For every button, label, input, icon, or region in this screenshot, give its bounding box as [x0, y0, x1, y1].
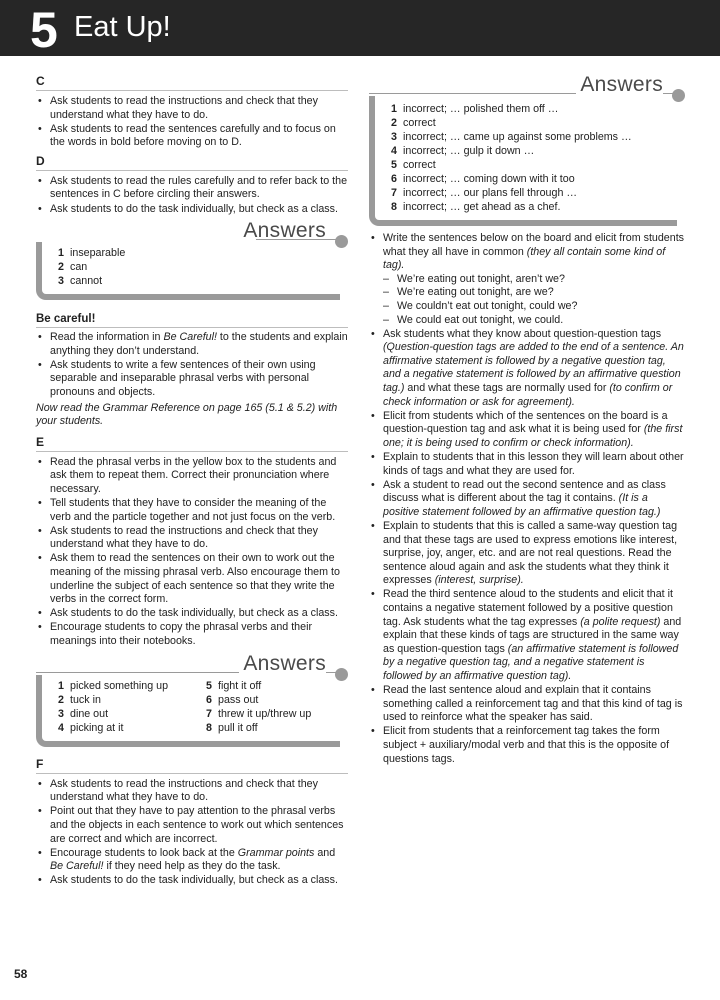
list-item: • Ask students to do the task individually, but check as a class. — [36, 203, 348, 217]
list-item: • Ask students to read the rules carefully and to refer back to the sentences in C before circling their answers. — [36, 175, 348, 202]
list-item: • Ask students to do the task individually, but check as a class. — [36, 874, 348, 888]
answer-item: 2 tuck in — [58, 693, 101, 706]
list-item: • Ask students to read the sentences carefully and to focus on the words in bold before moving on to D. — [36, 123, 348, 150]
list-item: • Tell students that they have to consider the meaning of the verb and the particle together and not just focus on the verb. — [36, 497, 348, 524]
section-f — [36, 757, 348, 888]
list-item: • Read the last sentence aloud and explain that it contains something called a reinforcement tag and that this kind of tag is used to reinforce what the speaker has said. — [369, 684, 685, 725]
answers-list — [36, 242, 340, 300]
answers-dot-icon — [335, 668, 348, 681]
answer-item: 1 picked something up — [58, 679, 169, 692]
answers-dot-icon — [335, 235, 348, 248]
list-item: • Point out that they have to pay attention to the phrasal verbs and the objects in each sentence to work out which sentences are correct and which are incorrect. — [36, 805, 348, 846]
section-c-heading: C — [36, 74, 348, 91]
left-column — [36, 74, 348, 888]
answers-box-3 — [369, 74, 685, 226]
answers-title: Answers — [239, 653, 326, 675]
tags-lesson-list — [369, 232, 685, 766]
right-column — [369, 74, 685, 767]
list-item: • Ask students to read the instructions and check that they understand what they have to do. — [36, 778, 348, 805]
section-d-heading: D — [36, 154, 348, 171]
chapter-header — [0, 0, 720, 56]
section-e — [36, 435, 348, 649]
section-c — [36, 74, 348, 150]
section-d-list — [36, 175, 348, 216]
answer-item: 3 incorrect; … came up against some problems … — [391, 131, 632, 143]
answer-item: 5 correct — [391, 159, 436, 171]
section-d — [36, 154, 348, 216]
grammar-reference-note: Now read the Grammar Reference on page 165 (5.1 & 5.2) with your students. — [36, 401, 338, 428]
section-c-list — [36, 95, 348, 150]
answer-item: 6 pass out — [206, 693, 259, 706]
answers-box-2 — [36, 653, 348, 747]
chapter-number: 5 — [30, 2, 56, 58]
answer-item: 4 picking at it — [58, 721, 124, 734]
answers-title: Answers — [243, 219, 326, 243]
answers-list — [36, 675, 340, 747]
list-item: • Ask students to do the task individually, but check as a class. — [36, 607, 348, 621]
page-number: 58 — [14, 967, 28, 981]
list-item: • Ask students what they know about question-question tags (Question-question tags are added to the end of a sentence. An affirmative statement is followed by a negative question tag, and a negative statement is followed by an affirmative question tag.) and what these tags are normally used for (to confirm or check information or ask for agreement). — [369, 328, 685, 410]
section-e-heading: E — [36, 435, 348, 452]
list-item: • Encourage students to look back at the Grammar points and Be Careful! if they need help as they do the task. — [36, 847, 348, 874]
answer-item: 3 dine out — [58, 707, 109, 720]
answers-box-1 — [36, 220, 348, 300]
list-item: • Explain to students that in this lesson they will learn about other kinds of tags and what they are used for. — [369, 451, 685, 478]
answers-dot-icon — [672, 89, 685, 102]
answer-item: 2 can — [58, 261, 88, 274]
answer-item: 8 incorrect; … get ahead as a chef. — [391, 201, 561, 213]
answer-item: 4 incorrect; … gulp it down … — [391, 145, 535, 157]
list-item: • Read the phrasal verbs in the yellow box to the students and ask them to repeat them. Correct their pronunciation where necessary. — [36, 456, 348, 497]
answers-list — [369, 96, 677, 226]
answer-item: 8 pull it off — [206, 721, 258, 734]
list-item: • Read the information in Be Careful! to the students and explain anything they don’t understand. — [36, 331, 348, 358]
answers-title: Answers — [576, 74, 663, 96]
example-sentence: – We could eat out tonight, we could. — [383, 314, 685, 328]
list-item: • Ask students to read the instructions and check that they understand what they have to do. — [36, 95, 348, 122]
list-item: • Ask students to read the instructions and check that they understand what they have to do. — [36, 525, 348, 552]
be-careful-heading: Be careful! — [36, 312, 348, 328]
answer-item: 6 incorrect; … coming down with it too — [391, 173, 575, 185]
list-item: • Elicit from students which of the sentences on the board is a question-question tag and ask what it is being used for (the first one; it is being used to confirm or check information). — [369, 410, 685, 451]
answer-item: 7 threw it up/threw up — [206, 707, 312, 720]
list-item: • Encourage students to copy the phrasal verbs and their meanings into their notebooks. — [36, 621, 348, 648]
section-be-careful — [36, 312, 348, 429]
example-sentence: – We’re eating out tonight, aren’t we? — [383, 273, 685, 287]
list-item: • Write the sentences below on the board and elicit from students what they all have in common (they all contain some kind of tag). – We’re eating out tonight, aren’t we? – We’re eating out tonight, are we? – We couldn’t eat out tonight, could we? – We could eat out tonight, we could. — [369, 232, 685, 327]
answer-item: 7 incorrect; … our plans fell through … — [391, 187, 578, 199]
list-item: • Ask a student to read out the second sentence and as class discuss what is different about the tag it contains. (It is a positive statement followed by an affirmative question tag.) — [369, 479, 685, 520]
list-item: • Elicit from students that a reinforcement tag takes the form subject + auxiliary/modal verb and that this is the opposite of questions tags. — [369, 725, 685, 766]
chapter-title: Eat Up! — [74, 11, 171, 43]
list-item: • Ask students to write a few sentences of their own using separable and inseparable phrasal verbs with personal pronouns and objects. — [36, 359, 348, 400]
list-item: • Explain to students that this is called a same-way question tag and that these tags are used to express emotions like interest, surprise, joy, anger, etc. and are not real questions. Read the sentence aloud again and ask the students what they think it expresses (interest, surprise). — [369, 520, 685, 588]
example-sentence: – We’re eating out tonight, are we? — [383, 286, 685, 300]
answer-item: 3 cannot — [58, 275, 103, 288]
answer-item: 1 incorrect; … polished them off … — [391, 103, 559, 115]
answer-item: 2 correct — [391, 117, 436, 129]
section-f-heading: F — [36, 757, 348, 774]
answer-item: 5 fight it off — [206, 679, 262, 692]
example-sentence: – We couldn’t eat out tonight, could we? — [383, 300, 685, 314]
list-item: • Ask them to read the sentences on their own to work out the meaning of the missing phrasal verb. Also encourage them to underline the subject of each sentence so that they write the verbs in the correct form. — [36, 552, 348, 606]
list-item: • Read the third sentence aloud to the students and elicit that it contains a negative statement followed by a positive question tag. Ask students what the tag expresses (a polite request) and explain that these kinds of tags are structured in the same way as question-question tags (an affirmative statement is followed by a negative question tag, and a negative statement is followed by an affirmative question tag). — [369, 588, 685, 683]
answer-item: 1 inseparable — [58, 247, 126, 260]
